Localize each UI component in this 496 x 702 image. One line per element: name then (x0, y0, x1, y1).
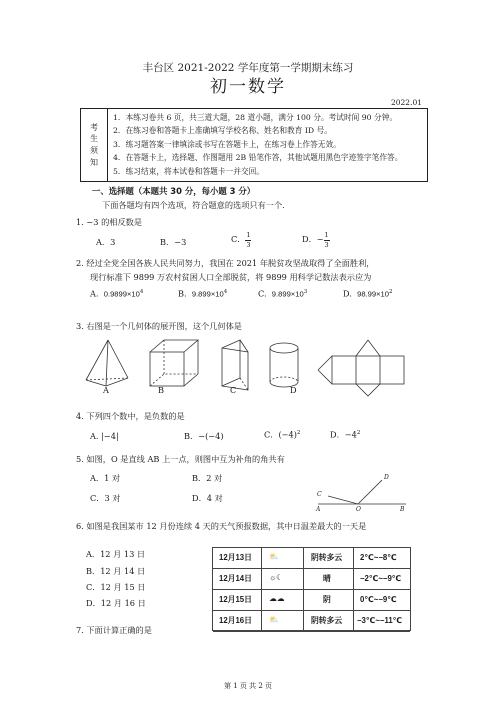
weather-forecast-table (212, 547, 411, 631)
q3-solids-figure (80, 338, 416, 398)
cube-shape (150, 340, 198, 386)
weather-date: 12月16日 (219, 616, 252, 625)
q5-point-c: C (317, 491, 322, 498)
q6-option-c: C．12 月 15 日 (86, 582, 146, 592)
q6-option-d: D．12 月 16 日 (86, 598, 146, 608)
q5-point-b: B (400, 506, 405, 513)
q5-option-a: A．1 对 (90, 473, 121, 483)
exam-title: 丰台区 2021-2022 学年度第一学期期末练习 (142, 62, 354, 74)
q2-option-d: D. $98.99\times 10^2$ (343, 288, 393, 299)
weather-text: 阴 (323, 595, 331, 604)
prism-net-shape (318, 340, 404, 396)
q5-point-d: D (384, 474, 389, 481)
notice-items (113, 113, 402, 180)
weather-text: 阴转多云 (311, 616, 343, 625)
q6-option-b: B．12 月 14 日 (86, 566, 146, 576)
table-divider (303, 548, 304, 632)
section-intro: 下面各题均有四个选项，符合题意的选项只有一个. (102, 200, 285, 210)
cloud-icon: ☁☁ (269, 594, 285, 603)
notice-label-char: 考 (90, 122, 98, 132)
weather-date: 12月15日 (219, 595, 252, 604)
exam-date: 2022.01 (390, 98, 422, 107)
notice-label-char: 生 (90, 134, 98, 144)
notice-item: 4．在答题卡上，选择题、作图题用 2B 铅笔作答，其他试题用黑色字迹签字笔作答。 (113, 153, 403, 163)
notice-item: 2．在练习卷和答题卡上准确填写学校名称、姓名和教育 ID 号。 (113, 126, 332, 136)
prism-shape (222, 340, 248, 390)
q5-stem: 5. 如图，O 是直线 AB 上一点，则图中互为补角的角共有 (76, 454, 285, 464)
q5-option-d: D．4 对 (192, 493, 223, 503)
subject-title: 初一数学 (210, 77, 286, 97)
q6-stem: 6. 如图是我国某市 12 月份连续 4 天的天气预报数据，其中日温差最大的一天是 (76, 521, 367, 531)
weather-row (213, 569, 410, 590)
q2-option-b: B. $9.899\times 10^4$ (178, 288, 228, 299)
cylinder-shape (270, 343, 298, 387)
q6-option-a: A．12 月 13 日 (86, 549, 146, 559)
weather-temp: −2℃~−9℃ (360, 574, 402, 583)
q5-point-o: O (356, 506, 361, 513)
notice-label-char: 知 (90, 157, 98, 167)
q5-option-b: B．2 对 (192, 473, 223, 483)
cloud-sun-icon: ⛅ (269, 615, 279, 624)
table-divider (261, 548, 262, 632)
notice-item: 1．本练习卷共 6 页，共三道大题，28 道小题，满分 100 分。考试时间 90 分钟。 (113, 113, 398, 122)
section-heading: 一、选择题（本题共 30 分，每小题 3 分） (92, 186, 256, 196)
weather-temp: 2℃~−8℃ (360, 553, 397, 562)
q7-stem: 7. 下面计算正确的是 (76, 625, 152, 635)
weather-text: 晴 (323, 574, 331, 583)
sun-moon-icon: ☼☾ (269, 573, 284, 582)
q2-stem-line1: 2. 经过全党全国各族人民共同努力，我国在 2021 年脱贫攻坚战取得了全面胜利， (76, 258, 375, 268)
candidate-notice-box (80, 108, 428, 182)
page-footer: 第 1 页 共 2 页 (223, 682, 273, 690)
notice-item: 3．练习题答案一律填涂或书写在答题卡上，在练习卷上作答无效。 (113, 139, 341, 149)
q3-stem: 3. 右图是一个几何体的展开图，这个几何体是 (76, 321, 242, 331)
q2-stem-line2: 现行标准下 9899 万农村贫困人口全部脱贫，将 9899 用科学记数法表示应为 (90, 272, 372, 282)
q4-option-d: D．$-4^2$ (330, 429, 361, 440)
q1-option-a: A．3 (96, 237, 116, 247)
q1-option-d: D．− $\frac{1}{3}$ (302, 231, 329, 249)
q4-option-c: C．$(-4)^2$ (264, 429, 301, 440)
q4-stem: 4. 下列四个数中，是负数的是 (76, 411, 185, 421)
q4-option-b: B．−(−4) (184, 431, 224, 441)
weather-row (213, 548, 410, 569)
weather-date: 12月13日 (219, 553, 252, 562)
q3-label-c: C (230, 385, 237, 395)
weather-row (213, 590, 410, 611)
weather-temp: −3℃~−11℃ (357, 616, 403, 625)
notice-item: 5．练习结束，将本试卷和答题卡一并交回。 (113, 166, 264, 176)
q5-option-c: C．3 对 (90, 493, 121, 503)
weather-text: 阴转多云 (311, 553, 343, 562)
q3-label-d: D (290, 385, 297, 395)
cloud-sun-icon: ⛅ (269, 552, 279, 561)
q5-point-a: A (316, 506, 321, 513)
pyramid-shape (86, 340, 128, 386)
notice-label-char: 须 (90, 146, 98, 155)
table-divider (353, 548, 354, 632)
notice-label (81, 109, 108, 181)
q3-label-b: B (158, 385, 165, 395)
weather-row (213, 611, 410, 632)
q1-stem: 1. −3 的相反数是 (76, 217, 143, 227)
q3-label-a: A (103, 385, 109, 395)
weather-temp: 0℃~−9℃ (360, 595, 397, 604)
q5-angle-figure (316, 474, 408, 514)
q4-option-a: A. |−4| (90, 431, 119, 441)
q1-option-b: B．−3 (160, 237, 187, 247)
q1-option-c: C． $\frac{1}{3}$ (231, 231, 251, 249)
q2-option-c: C. $9.899\times 10^3$ (258, 288, 308, 299)
q2-option-a: A. $0.9899\times 10^4$ (90, 288, 144, 299)
weather-date: 12月14日 (219, 574, 252, 583)
